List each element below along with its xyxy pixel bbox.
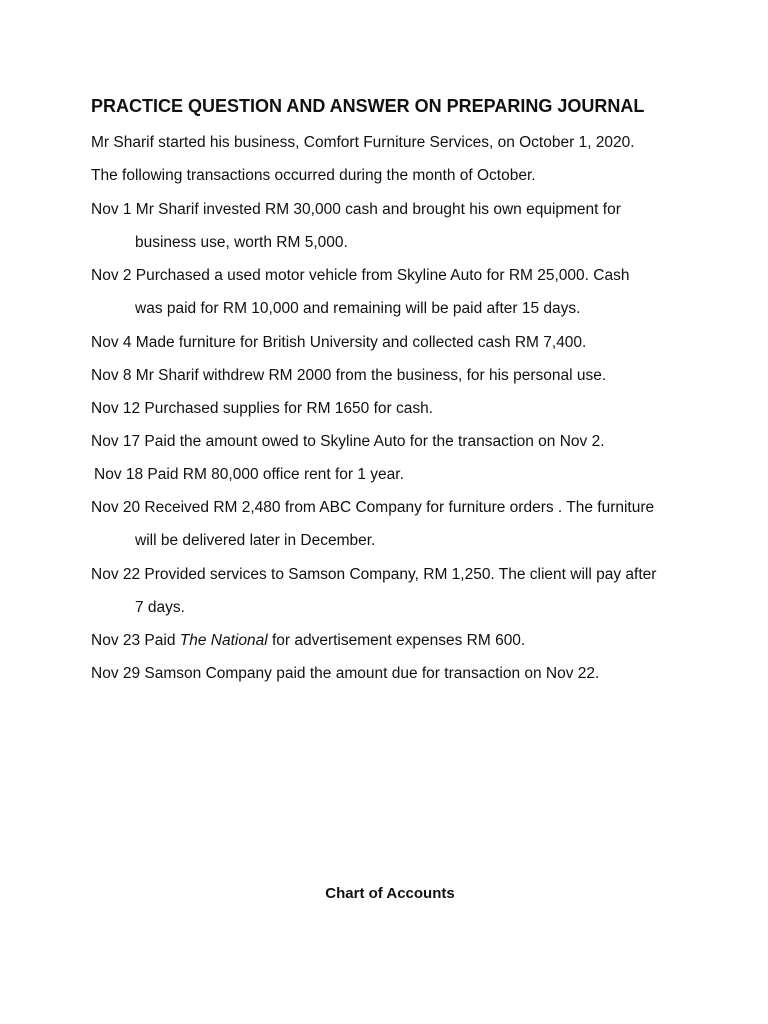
newspaper-name: The National <box>179 632 268 649</box>
transaction-nov20-line1: Nov 20 Received RM 2,480 from ABC Company for furniture orders . The furniture <box>91 499 655 516</box>
transaction-nov4: Nov 4 Made furniture for British University and collected cash RM 7,400. <box>91 334 587 351</box>
transaction-nov8: Nov 8 Mr Sharif withdrew RM 2000 from the business, for his personal use. <box>91 367 607 384</box>
transaction-nov1-line2: business use, worth RM 5,000. <box>135 234 348 251</box>
intro-line-2: The following transactions occurred during the month of October. <box>91 167 536 184</box>
transaction-nov22-line1: Nov 22 Provided services to Samson Company, RM 1,250. The client will pay after <box>91 566 657 583</box>
transaction-nov2-line1: Nov 2 Purchased a used motor vehicle from Skyline Auto for RM 25,000. Cash <box>91 267 630 284</box>
chart-of-accounts-label: Chart of Accounts <box>325 885 455 902</box>
document-title: PRACTICE QUESTION AND ANSWER ON PREPARING JOURNAL <box>91 96 645 116</box>
transaction-nov22-line2: 7 days. <box>135 599 185 616</box>
transaction-nov29: Nov 29 Samson Company paid the amount due for transaction on Nov 22. <box>91 665 600 682</box>
chart-of-accounts-heading <box>0 885 768 902</box>
transaction-nov20-line2: will be delivered later in December. <box>135 532 376 549</box>
transaction-nov18: Nov 18 Paid RM 80,000 office rent for 1 year. <box>94 466 404 483</box>
transaction-nov12: Nov 12 Purchased supplies for RM 1650 for cash. <box>91 400 434 417</box>
transaction-nov23-post: for advertisement expenses RM 600. <box>267 632 526 649</box>
transaction-nov23-pre: Nov 23 Paid <box>91 632 180 649</box>
transaction-nov17: Nov 17 Paid the amount owed to Skyline Auto for the transaction on Nov 2. <box>91 433 605 450</box>
transaction-nov23 <box>91 632 525 650</box>
transaction-nov1-line1: Nov 1 Mr Sharif invested RM 30,000 cash and brought his own equipment for <box>91 201 621 218</box>
transaction-nov2-line2: was paid for RM 10,000 and remaining will be paid after 15 days. <box>135 300 581 317</box>
intro-line-1: Mr Sharif started his business, Comfort Furniture Services, on October 1, 2020. <box>91 134 635 151</box>
